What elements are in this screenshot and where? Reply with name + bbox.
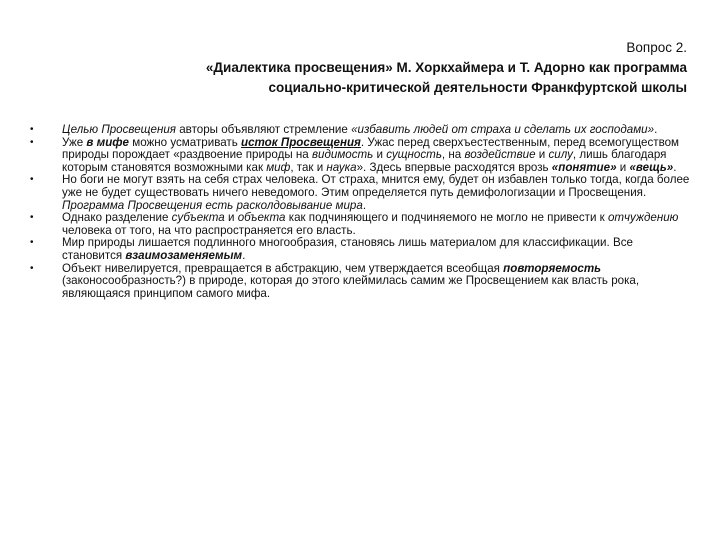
bullet-text: субъекта <box>171 211 225 225</box>
bullet-text: взаимозаменяемым <box>125 248 243 262</box>
bullet-dot-icon: • <box>30 124 34 135</box>
bullet-item <box>30 174 694 212</box>
bullet-text: и <box>224 211 238 225</box>
title-line-2: социально-критической деятельности Франкфуртской школы <box>268 80 687 95</box>
bullet-item <box>30 263 694 301</box>
bullet-text: ». Здесь впервые расходятся врозь <box>356 160 552 174</box>
bullet-text: повторяемость <box>503 261 602 275</box>
bullet-dot-icon: • <box>30 237 34 249</box>
bullet-text: , так и <box>290 160 327 174</box>
bullet-item <box>30 137 694 175</box>
bullet-text: . <box>242 248 246 262</box>
bullet-text: Но боги не могут взять на себя страх человека. От страха, мнится ему, будет он избавлен только тогда, когда более уже не будет существовать ничего неведомого. Этим определяется путь демифологизации и Просвещения. <box>62 173 690 199</box>
bullet-text: , лишь благодаря которым становятся возможными как <box>62 148 667 174</box>
bullet-text: . <box>673 160 677 174</box>
question-number: Вопрос 2. <box>626 40 687 55</box>
bullet-list <box>30 124 694 300</box>
bullet-text: видимость <box>311 148 374 162</box>
bullet-text: . <box>654 123 658 136</box>
bullet-text: Уже <box>62 135 87 149</box>
bullet-text: человека от того, на что распространяется его власть. <box>62 223 356 237</box>
bullet-text: и <box>373 148 387 162</box>
bullet-text: «избавить людей от страха и сделать их господами» <box>351 123 655 136</box>
bullet-item <box>30 237 694 262</box>
bullet-dot-icon: • <box>30 136 34 148</box>
bullet-text: воздействие <box>464 148 536 162</box>
bullet-text: Мир природы лишается подлинного многообразия, становясь лишь материалом для классификации. Все становится <box>62 236 633 262</box>
bullet-text: Объект нивелируется, превращается в абстракцию, чем утверждается всеобщая <box>62 261 504 275</box>
bullet-dot-icon: • <box>30 174 34 186</box>
bullet-text: в мифе <box>86 135 129 149</box>
bullet-text: объекта <box>237 211 286 225</box>
bullet-text: , на <box>441 148 465 162</box>
bullet-text: . Ужас перед сверхъестественным, перед всемогуществом природы порождает «раздвоение природы на <box>62 135 680 162</box>
bullet-text: (законосообразность?) в природе, которая до этого клеймилась самим же Просвещением как власть рока, являющаяся принципом самого мифа. <box>62 274 640 300</box>
bullet-item <box>30 212 694 237</box>
bullet-text: Однако разделение <box>62 211 172 225</box>
bullet-text: авторы объявляют стремление <box>176 123 352 136</box>
bullet-text: миф <box>266 160 291 174</box>
bullet-text: отчуждению <box>607 211 679 225</box>
bullet-text: . <box>362 198 367 212</box>
bullet-text: силу <box>548 148 573 162</box>
bullet-text: как подчиняющего и подчиняемого не могло не привести к <box>285 211 608 225</box>
bullet-dot-icon: • <box>30 262 34 274</box>
bullet-dot-icon: • <box>30 212 34 224</box>
bullet-text: «понятие» <box>551 160 617 174</box>
bullet-text: наука <box>326 160 357 174</box>
bullet-text: Целью Просвещения <box>62 123 176 136</box>
bullet-text: Программа Просвещения есть расколдовывание мира <box>62 198 363 212</box>
title-line-1: «Диалектика просвещения» М. Хоркхаймера и Т. Адорно как программа <box>205 60 687 75</box>
bullet-text: и <box>616 160 630 174</box>
bullet-text: «вещь» <box>629 160 674 174</box>
bullet-text: исток Просвещения <box>241 135 361 149</box>
bullet-text: и <box>535 148 549 162</box>
bullet-text: можно усматривать <box>129 135 241 149</box>
bullet-text: сущность <box>386 148 442 162</box>
slide-title <box>87 38 687 98</box>
